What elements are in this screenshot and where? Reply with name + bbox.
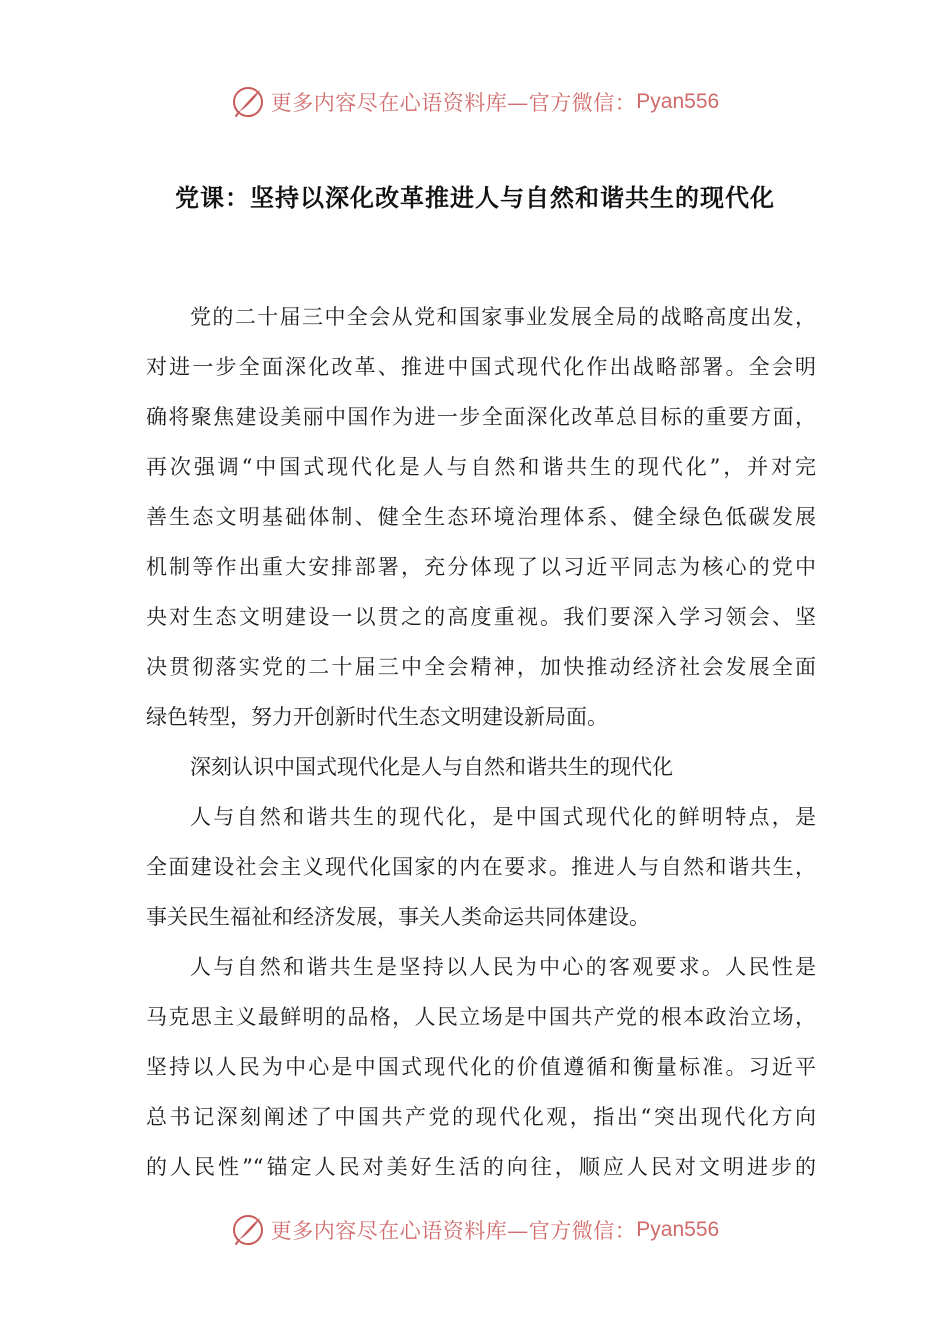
paragraph <box>146 792 816 942</box>
paragraph <box>146 292 816 742</box>
text-line: 对进一步全面深化改革、推进中国式现代化作出战略部署。全会明 <box>146 355 816 379</box>
document-body <box>146 292 816 1192</box>
text-line: 事关民生福祉和经济发展，事关人类命运共同体建设。 <box>146 905 650 929</box>
bottom-watermark-banner <box>0 1210 950 1250</box>
text-line: 党的二十届三中全会从党和国家事业发展全局的战略高度出发， <box>190 305 816 329</box>
text-line: 全面建设社会主义现代化国家的内在要求。推进人与自然和谐共生， <box>146 855 816 879</box>
text-line: 的人民性”“锚定人民对美好生活的向往，顺应人民对文明进步的 <box>146 1155 816 1179</box>
wechat-id: Pyan556 <box>636 90 720 113</box>
text-line: 确将聚焦建设美丽中国作为进一步全面深化改革总目标的重要方面， <box>146 405 816 429</box>
text-line: 决贯彻落实党的二十届三中全会精神，加快推动经济社会发展全面 <box>146 655 816 679</box>
section-heading <box>146 742 816 792</box>
wechat-id: Pyan556 <box>636 1218 720 1241</box>
text-line: 人与自然和谐共生是坚持以人民为中心的客观要求。人民性是 <box>190 955 816 979</box>
text-line: 机制等作出重大安排部署，充分体现了以习近平同志为核心的党中 <box>146 555 816 579</box>
text-line: 总书记深刻阐述了中国共产党的现代化观，指出“突出现代化方向 <box>146 1105 816 1129</box>
top-watermark-banner <box>0 82 950 122</box>
watermark-text: 更多内容尽在心语资料库—官方微信： <box>270 1219 637 1243</box>
text-line: 人与自然和谐共生的现代化，是中国式现代化的鲜明特点，是 <box>190 805 816 829</box>
quill-pen-icon <box>231 1213 265 1247</box>
paragraph <box>146 942 816 1192</box>
watermark-text: 更多内容尽在心语资料库—官方微信： <box>270 91 637 115</box>
text-line: 央对生态文明建设一以贯之的高度重视。我们要深入学习领会、坚 <box>146 605 816 629</box>
text-line: 马克思主义最鲜明的品格，人民立场是中国共产党的根本政治立场， <box>146 1005 816 1029</box>
text-line: 善生态文明基础体制、健全生态环境治理体系、健全绿色低碳发展 <box>146 505 816 529</box>
page-title: 党课：坚持以深化改革推进人与自然和谐共生的现代化 <box>175 184 775 212</box>
text-line: 坚持以人民为中心是中国式现代化的价值遵循和衡量标准。习近平 <box>146 1055 816 1079</box>
text-line: 深刻认识中国式现代化是人与自然和谐共生的现代化 <box>190 755 673 779</box>
quill-pen-icon <box>231 85 265 119</box>
text-line: 再次强调“中国式现代化是人与自然和谐共生的现代化”，并对完 <box>146 455 816 479</box>
text-line: 绿色转型，努力开创新时代生态文明建设新局面。 <box>146 705 608 729</box>
